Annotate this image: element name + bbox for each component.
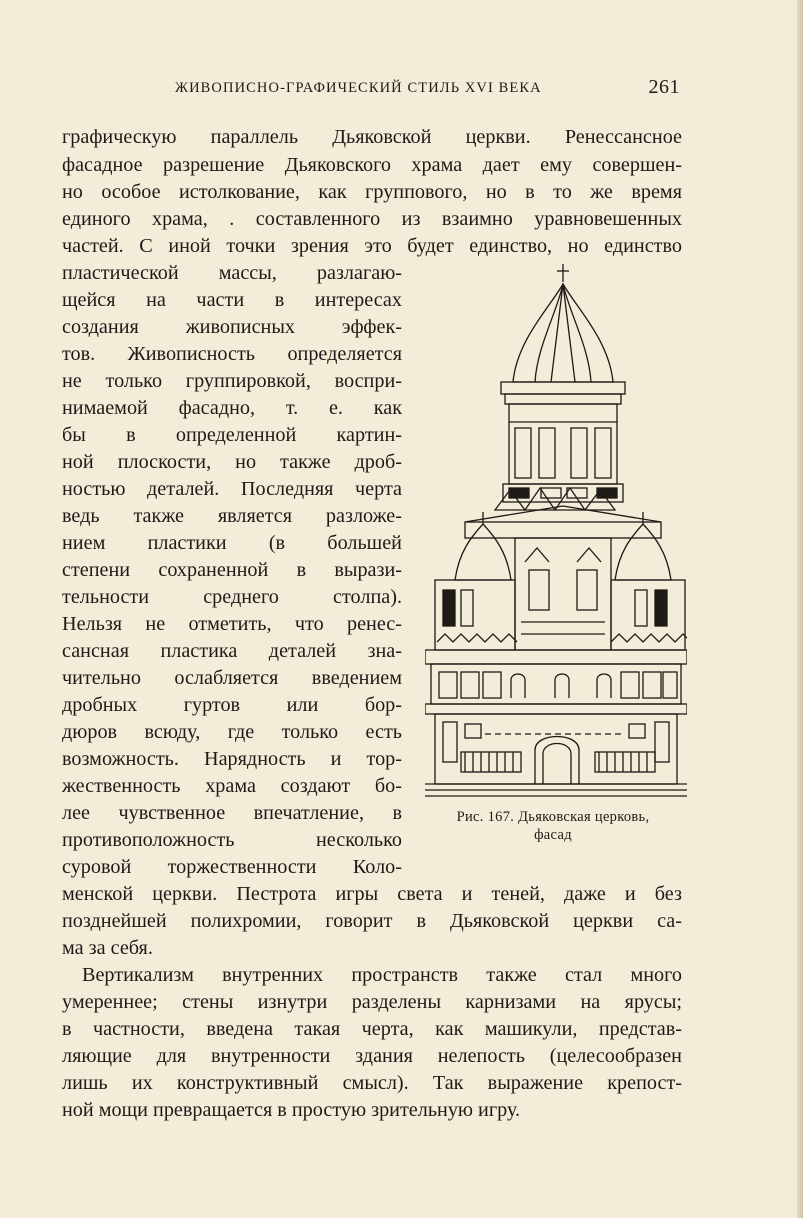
text-line: частей. С иной точки зрения это будет единство, но единство [62, 235, 682, 257]
text-line: ной плоскости, но также дроб- [62, 451, 402, 473]
running-head [175, 76, 680, 102]
text-line: возможность. Нарядность и тор- [62, 748, 402, 770]
figure-caption [413, 808, 693, 844]
text-line: тельности среднего столпа). [62, 586, 402, 608]
text-line: ляющие для внутренности здания нелепость (целесообразен [62, 1045, 682, 1067]
text-line: лее чувственное впечатление, в [62, 802, 402, 824]
text-line: дробных гуртов или бор- [62, 694, 402, 716]
text-line: Вертикализм внутренних пространств также стал много [82, 964, 682, 986]
text-line: лишь их конструктивный смысл). Так выражение крепост- [62, 1072, 682, 1094]
text-line: нием пластики (в большей [62, 532, 402, 554]
text-line: тов. Живописность определяется [62, 343, 402, 365]
text-line: создания живописных эффек- [62, 316, 402, 338]
text-line: чительно ослабляется введением [62, 667, 402, 689]
text-line: ведь также является разложе- [62, 505, 402, 527]
text-line: умереннее; стены изнутри разделены карнизами на ярусы; [62, 991, 682, 1013]
text-line: жественность храма создают бо- [62, 775, 402, 797]
text-line: фасадное разрешение Дьяковского храма дает ему совершен- [62, 154, 682, 176]
church-facade-svg [425, 262, 687, 800]
text-line: степени сохраненной в вырази- [62, 559, 402, 581]
text-line: ма за себя. [62, 937, 153, 959]
text-line: единого храма, . составленного из взаимно уравновешенных [62, 208, 682, 230]
text-line: нимаемой фасадно, т. е. как [62, 397, 402, 419]
page-number: 261 [648, 76, 680, 98]
text-line: дюров всюду, где только есть [62, 721, 402, 743]
text-line: графическую параллель Дьяковской церкви. Ренессансное [62, 126, 682, 148]
text-line: противоположность несколько [62, 829, 402, 851]
page-edge [797, 0, 803, 1218]
text-line: но особое истолкование, как группового, но в то же время [62, 181, 682, 203]
running-title: ЖИВОПИСНО-ГРАФИЧЕСКИЙ СТИЛЬ XVI ВЕКА [175, 80, 542, 96]
text-line: бы в определенной картин- [62, 424, 402, 446]
text-line: Нельзя не отметить, что ренес- [62, 613, 402, 635]
text-line: позднейшей полихромии, говорит в Дьяковской церкви са- [62, 910, 682, 932]
church-facade-drawing [425, 262, 687, 800]
text-line: в частности, введена такая черта, как машикули, представ- [62, 1018, 682, 1040]
text-line: менской церкви. Пестрота игры света и теней, даже и без [62, 883, 682, 905]
text-line: суровой торжественности Коло- [62, 856, 402, 878]
text-line: щейся на части в интересах [62, 289, 402, 311]
caption-line: Рис. 167. Дьяковская церковь, [456, 809, 650, 825]
caption-line: фасад [534, 827, 572, 843]
text-line: сансная пластика деталей зна- [62, 640, 402, 662]
text-line: ностью деталей. Последняя черта [62, 478, 402, 500]
text-line: ной мощи превращается в простую зрительную игру. [62, 1099, 521, 1121]
text-line: пластической массы, разлагаю- [62, 262, 402, 284]
text-line: не только группировкой, воспри- [62, 370, 402, 392]
